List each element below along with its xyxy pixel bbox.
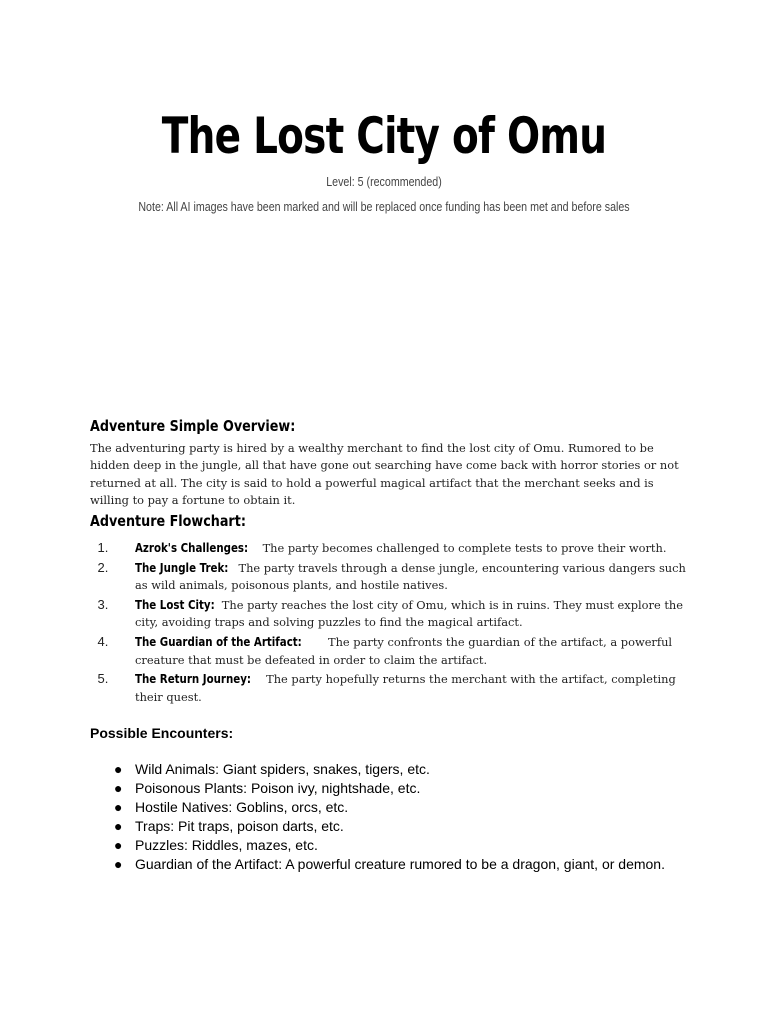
overview-heading: Adventure Simple Overview: [90, 417, 296, 435]
flowchart-item-text: The party travels through a dense jungle, encountering various dangers such as wild animals, poisonous plants, and hostile natives. [135, 560, 686, 592]
flowchart-item-title: The Jungle Trek: [135, 559, 229, 575]
encounter-text: Poisonous Plants: Poison ivy, nightshade, etc. [135, 780, 421, 797]
flowchart-item-title: The Guardian of the Artifact: [135, 634, 302, 650]
flowchart-item-text: The party reaches the lost city of Omu, which is in ruins. They must explore the city, avoiding traps and solving puzzles to find the magical artifact. [135, 597, 683, 630]
bullet-icon: ● [114, 780, 123, 797]
encounter-item [90, 855, 690, 874]
flowchart-item-text: The party becomes challenged to complete tests to prove their worth. [262, 540, 667, 555]
encounter-item [90, 817, 690, 836]
flowchart-item [112, 539, 690, 557]
encounter-item [90, 760, 690, 779]
encounter-item [90, 798, 690, 817]
encounter-text: Guardian of the Artifact: A powerful creature rumored to be a dragon, giant, or demon. [135, 856, 665, 873]
ai-images-note: Note: All AI images have been marked and will be replaced once funding has been met and before sales [138, 199, 630, 214]
flowchart-item [112, 670, 690, 706]
encounter-text: Wild Animals: Giant spiders, snakes, tigers, etc. [135, 761, 430, 778]
encounters-list [90, 760, 690, 874]
encounter-text: Puzzles: Riddles, mazes, etc. [135, 837, 318, 854]
level-recommendation: Level: 5 (recommended) [326, 174, 442, 189]
bullet-icon: ● [114, 818, 123, 835]
flowchart-item-text: The party confronts the guardian of the artifact, a powerful creature that must be defeated in order to claim the artifact. [135, 635, 673, 667]
flowchart-item-title: The Return Journey: [135, 671, 252, 687]
encounter-item [90, 779, 690, 798]
encounter-text: Traps: Pit traps, poison darts, etc. [135, 818, 344, 835]
flowchart-list [90, 539, 690, 707]
flowchart-item-title: Azrok's Challenges: [135, 539, 249, 555]
bullet-icon: ● [114, 799, 123, 816]
flowchart-heading: Adventure Flowchart: [90, 511, 246, 530]
encounter-text: Hostile Natives: Goblins, orcs, etc. [135, 799, 349, 816]
bullet-icon: ● [114, 856, 123, 873]
bullet-icon: ● [114, 837, 123, 854]
overview-text: The adventuring party is hired by a wealthy merchant to find the lost city of Omu. Rumored to be hidden deep in the jungle, all that have gone out searching have come back with horror stories or not returned at all. The city is said to hold a powerful magical artifact that the merchant seeks and is willing to pay a fortune to obtain it. [90, 441, 679, 508]
flowchart-item-title: The Lost City: [135, 596, 215, 612]
flowchart-item-text: The party hopefully returns the merchant with the artifact, completing their quest. [135, 672, 676, 704]
encounters-heading: Possible Encounters: [90, 725, 234, 742]
flowchart-item [112, 559, 690, 595]
encounter-item [90, 836, 690, 855]
flowchart-item [112, 596, 690, 632]
document-content [90, 415, 690, 874]
bullet-icon: ● [114, 761, 123, 778]
document-title: The Lost City of Omu [161, 107, 607, 165]
flowchart-item [112, 633, 690, 669]
